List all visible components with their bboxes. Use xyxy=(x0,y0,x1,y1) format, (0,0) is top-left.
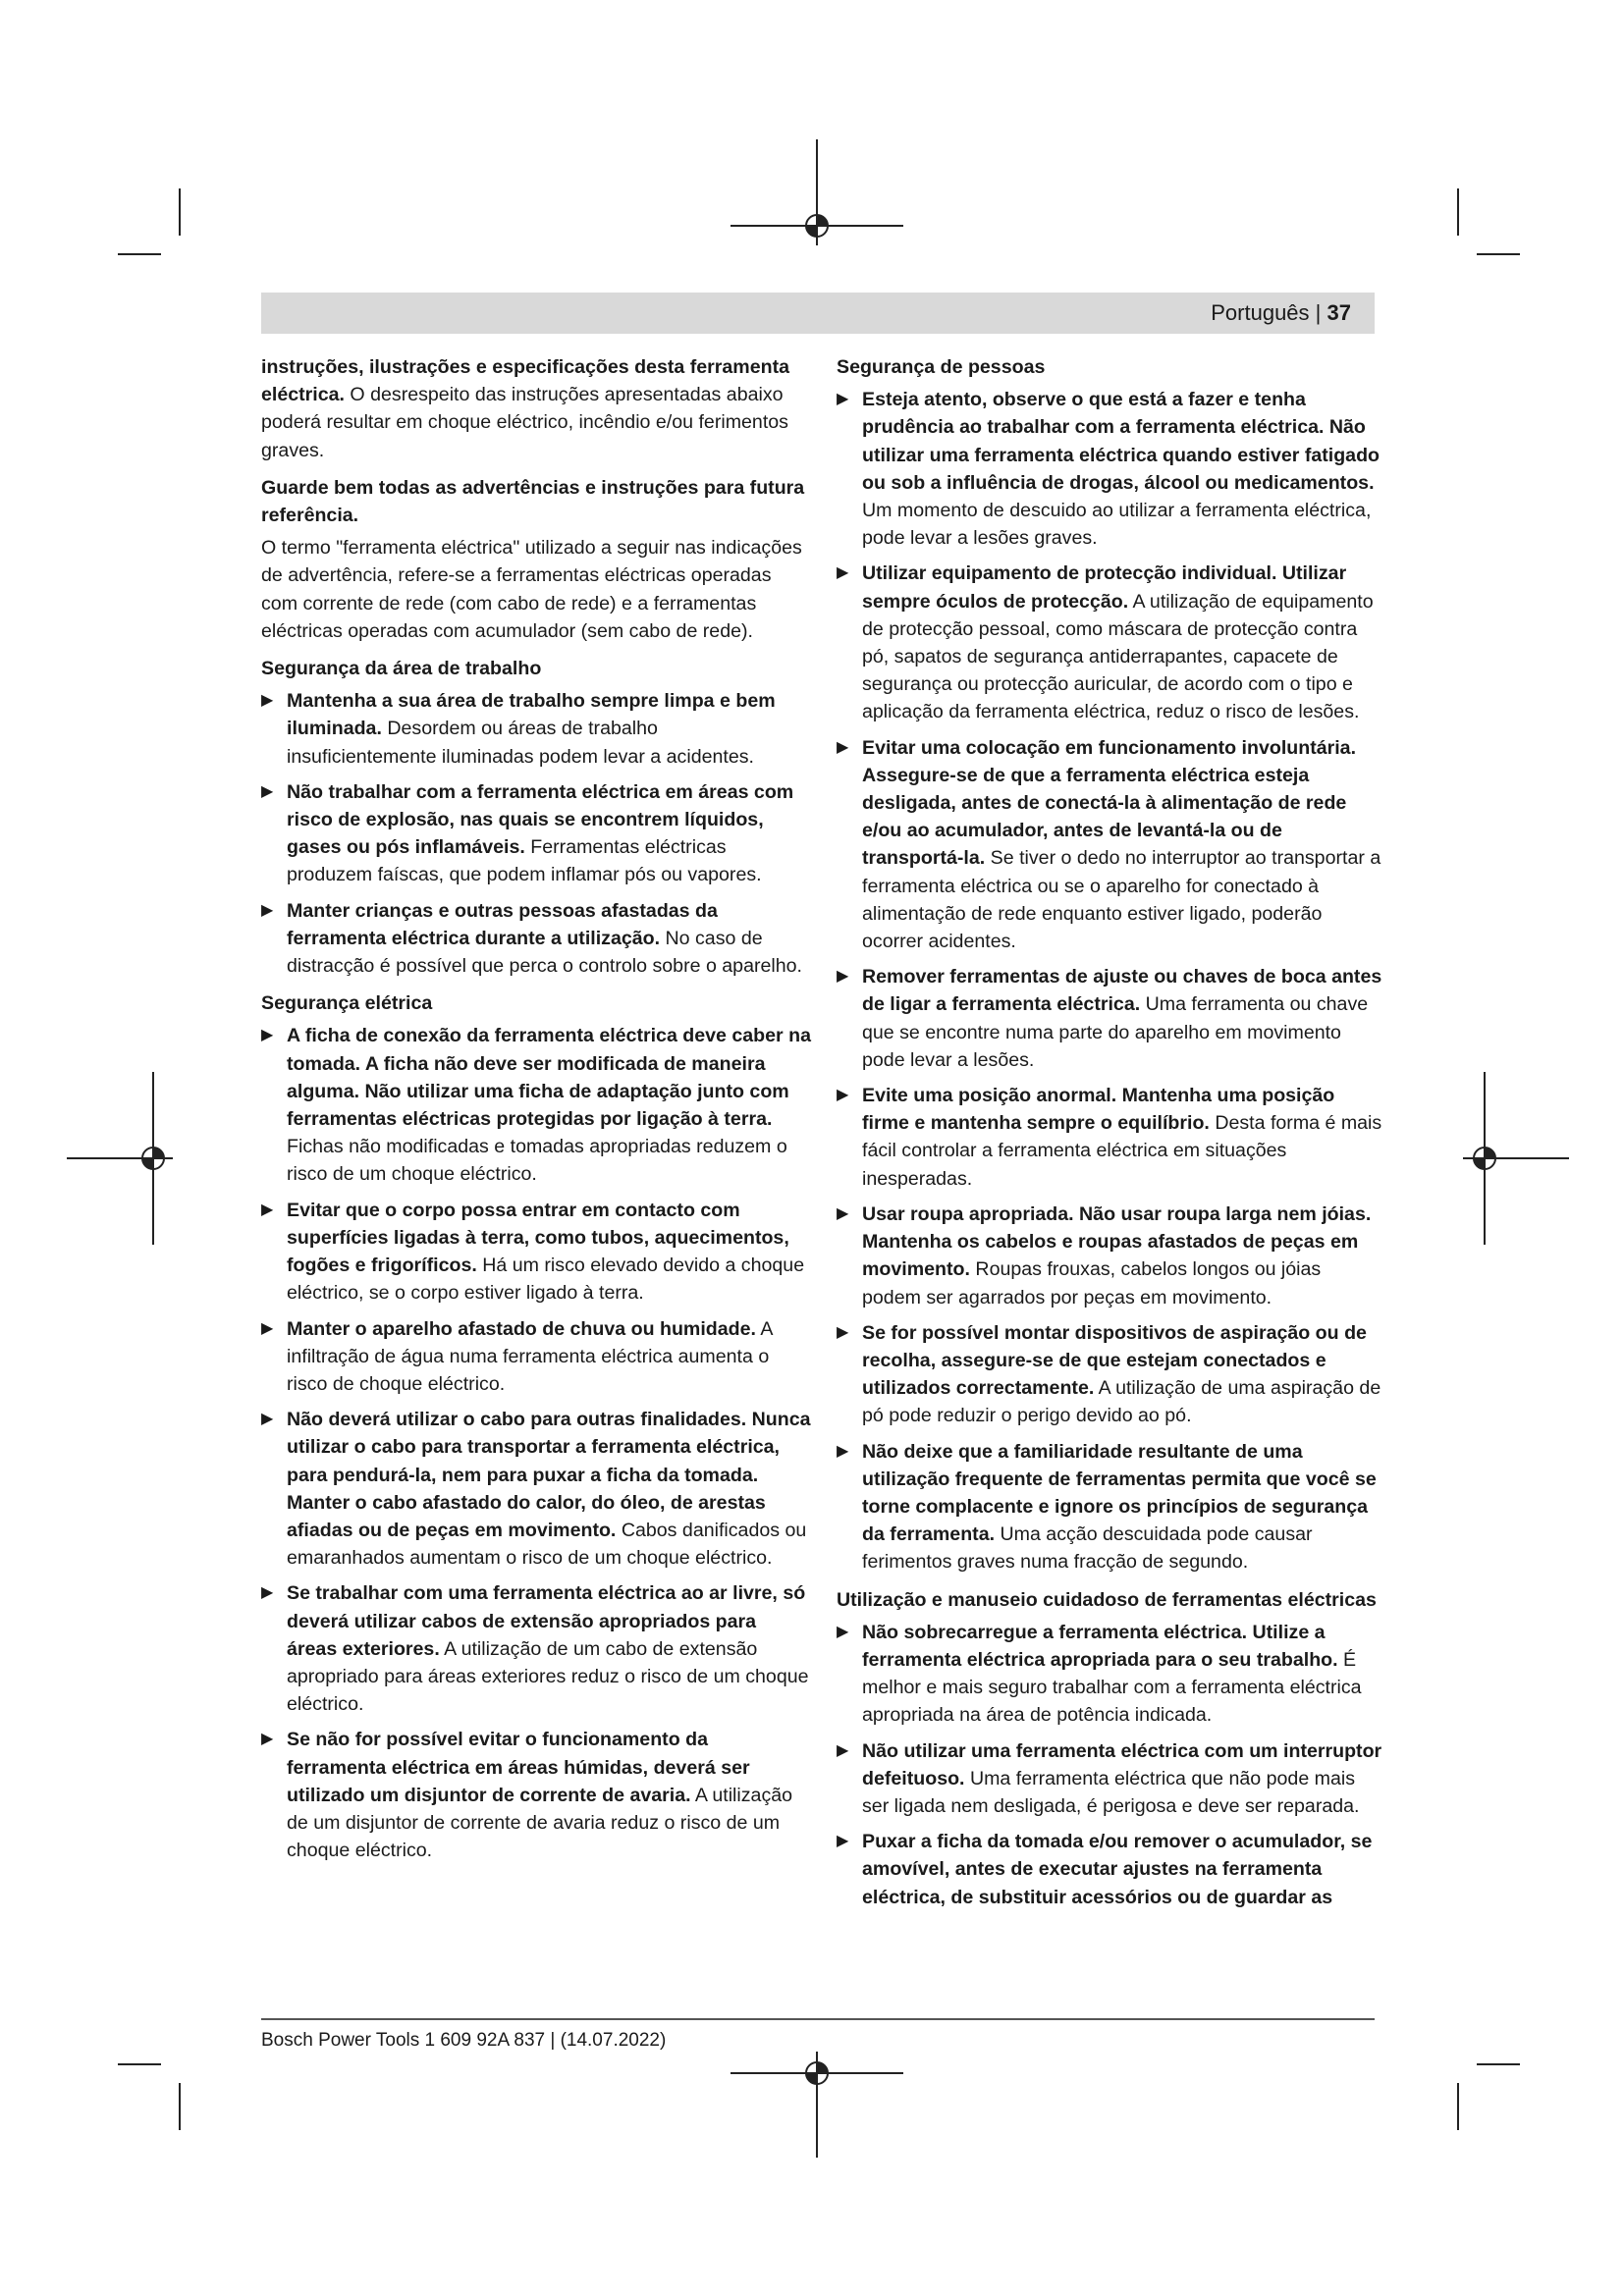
warning-item: ▶ Esteja atento, observe o que está a fazer e tenha prudência ao trabalhar com a ferramenta eléctrica. Não utilizar uma ferramenta eléctrica quando estiver fatigado ou sob a influência de drogas, álcool ou medicamentos. Um momento de descuido ao utilizar a ferramenta eléctrica, pode levar a lesões graves. xyxy=(837,386,1382,552)
bullet-arrow-icon: ▶ xyxy=(261,1731,274,1748)
bullet-arrow-icon: ▶ xyxy=(837,968,849,986)
warning-list-electrical xyxy=(261,1022,811,1864)
warning-item: ▶ Se trabalhar com uma ferramenta eléctrica ao ar livre, só deverá utilizar cabos de extensão apropriados para áreas exteriores. A utilização de um cabo de extensão apropriado para áreas exteriores reduz o risco de um choque eléctrico. xyxy=(261,1579,811,1718)
header-separator: | xyxy=(1315,300,1322,325)
warning-item: ▶ Não deverá utilizar o cabo para outras finalidades. Nunca utilizar o cabo para transportar a ferramenta eléctrica, para pendurá-la, nem para puxar a ficha da tomada. Manter o cabo afastado do calor, do óleo, de arestas afiadas ou de peças em movimento. Cabos danificados ou emaranhados aumentam o risco de um choque eléctrico. xyxy=(261,1406,811,1572)
section-title-electrical: Segurança elétrica xyxy=(261,992,433,1015)
right-column xyxy=(837,353,1382,1919)
warning-item: ▶ Utilizar equipamento de protecção individual. Utilizar sempre óculos de protecção. A utilização de equipamento de protecção pessoal, como máscara de protecção contra pó, sapatos de segurança antiderrapantes, capacete de segurança ou protecção auricular, de acordo com o tipo e aplicação da ferramenta eléctrica, reduz o risco de lesões. xyxy=(837,560,1382,725)
section-title-work-area: Segurança da área de trabalho xyxy=(261,658,542,680)
crop-mark-bottom-left-horizontal xyxy=(118,2063,161,2065)
warning-item: ▶ Remover ferramentas de ajuste ou chaves de boca antes de ligar a ferramenta eléctrica. Uma ferramenta ou chave que se encontre numa parte do aparelho em movimento pode levar a lesões. xyxy=(837,963,1382,1074)
registration-target-icon xyxy=(803,2059,831,2087)
bullet-arrow-icon: ▶ xyxy=(261,692,274,710)
section-title-usage: Utilização e manuseio cuidadoso de ferramentas eléctricas xyxy=(837,1588,1377,1611)
crop-mark-bottom-right-horizontal xyxy=(1477,2063,1520,2065)
warning-item: ▶ Manter o aparelho afastado de chuva ou humidade. A infiltração de água numa ferramenta eléctrica aumenta o risco de choque eléctrico. xyxy=(261,1315,811,1399)
warning-item: ▶ Se não for possível evitar o funcionamento da ferramenta eléctrica em áreas húmidas, deverá ser utilizado um disjuntor de corrente de avaria. A utilização de um disjuntor de corrente de avaria reduz o risco de um choque eléctrico. xyxy=(261,1726,811,1864)
bullet-arrow-icon: ▶ xyxy=(837,1741,849,1759)
registration-target-icon xyxy=(139,1145,167,1172)
page-number: 37 xyxy=(1326,300,1351,325)
left-column xyxy=(261,353,811,1872)
warning-item: ▶ Não deixe que a familiaridade resultante de uma utilização frequente de ferramentas permita que você se torne complacente e ignore os princípios de segurança da ferramenta. Uma acção descuidada pode causar ferimentos graves numa fracção de segundo. xyxy=(837,1438,1382,1576)
warning-item: ▶ Não utilizar uma ferramenta eléctrica com um interruptor defeituoso. Uma ferramenta eléctrica que não pode mais ser ligada nem desligada, é perigosa e deve ser reparada. xyxy=(837,1737,1382,1821)
crop-mark-bottom-left-vertical xyxy=(179,2083,181,2130)
page-footer: Bosch Power Tools 1 609 92A 837 | (14.07.2022) xyxy=(261,2030,667,2051)
bullet-arrow-icon: ▶ xyxy=(837,1323,849,1341)
warning-item: ▶ Puxar a ficha da tomada e/ou remover o acumulador, se amovível, antes de executar ajustes na ferramenta eléctrica, de substituir acessórios ou de guardar as xyxy=(837,1828,1382,1911)
header-language: Português xyxy=(1211,300,1310,325)
crop-mark-top-left-vertical xyxy=(179,188,181,236)
registration-mark-bottom xyxy=(731,2052,903,2158)
bullet-arrow-icon: ▶ xyxy=(261,1319,274,1337)
bullet-arrow-icon: ▶ xyxy=(837,1833,849,1850)
warning-item: ▶ Mantenha a sua área de trabalho sempre limpa e bem iluminada. Desordem ou áreas de trabalho insuficientemente iluminadas podem levar a acidentes. xyxy=(261,687,811,771)
warning-item: ▶ Se for possível montar dispositivos de aspiração ou de recolha, assegure-se de que estejam conectados e utilizados correctamente. A utilização de uma aspiração de pó pode reduzir o perigo devido ao pó. xyxy=(837,1319,1382,1430)
warning-item: ▶ Evite uma posição anormal. Mantenha uma posição firme e mantenha sempre o equilíbrio. Desta forma é mais fácil controlar a ferramenta eléctrica em situações inesperadas. xyxy=(837,1082,1382,1193)
crop-mark-top-left-horizontal xyxy=(118,253,161,255)
warning-list-personal xyxy=(837,386,1382,1575)
registration-mark-top xyxy=(731,139,903,245)
bullet-arrow-icon: ▶ xyxy=(261,1584,274,1602)
header-band xyxy=(261,293,1375,334)
warning-item: ▶ Manter crianças e outras pessoas afastadas da ferramenta eléctrica durante a utilização. No caso de distracção é possível que perca o controlo sobre o aparelho. xyxy=(261,897,811,981)
section-title-personal: Segurança de pessoas xyxy=(837,356,1046,378)
bullet-arrow-icon: ▶ xyxy=(261,1411,274,1428)
warning-item: ▶ Usar roupa apropriada. Não usar roupa larga nem jóias. Mantenha os cabelos e roupas afastados de peças em movimento. Roupas frouxas, cabelos longos ou jóias podem ser agarrados por peças em movimento. xyxy=(837,1201,1382,1311)
bullet-arrow-icon: ▶ xyxy=(837,738,849,756)
crop-mark-top-right-vertical xyxy=(1457,188,1459,236)
term-paragraph: O termo "ferramenta eléctrica" utilizado a seguir nas indicações de advertência, refere-se a ferramentas eléctricas operadas com corrente de rede (com cabo de rede) e a ferramentas eléctricas operadas com acumulador (sem cabo de rede). xyxy=(261,537,802,642)
bullet-arrow-icon: ▶ xyxy=(261,782,274,800)
keep-instructions-heading: Guarde bem todas as advertências e instruções para futura referência. xyxy=(261,476,805,527)
warning-list-usage xyxy=(837,1619,1382,1911)
bullet-arrow-icon: ▶ xyxy=(261,901,274,919)
bullet-arrow-icon: ▶ xyxy=(837,1087,849,1104)
warning-item: ▶ Não sobrecarregue a ferramenta eléctrica. Utilize a ferramenta eléctrica apropriada para o seu trabalho. É melhor e mais seguro trabalhar com a ferramenta eléctrica apropriada na área de potência indicada. xyxy=(837,1619,1382,1730)
registration-mark-left xyxy=(67,1072,173,1245)
intro-paragraph: instruções, ilustrações e especificações desta ferramenta eléctrica. O desrespeito das instruções apresentadas abaixo poderá resultar em choque eléctrico, incêndio e/ou ferimentos graves. xyxy=(261,356,789,461)
bullet-arrow-icon: ▶ xyxy=(261,1201,274,1218)
bullet-arrow-icon: ▶ xyxy=(837,391,849,408)
registration-mark-right xyxy=(1463,1072,1569,1245)
page-header xyxy=(1211,298,1351,328)
bullet-arrow-icon: ▶ xyxy=(837,1442,849,1460)
warning-item: ▶ Não trabalhar com a ferramenta eléctrica em áreas com risco de explosão, nas quais se encontrem líquidos, gases ou pós inflamáveis. Ferramentas eléctricas produzem faíscas, que podem inflamar pós ou vapores. xyxy=(261,778,811,889)
bullet-arrow-icon: ▶ xyxy=(837,564,849,582)
bullet-arrow-icon: ▶ xyxy=(837,1204,849,1222)
registration-target-icon xyxy=(1471,1145,1498,1172)
warning-item: ▶ Evitar que o corpo possa entrar em contacto com superfícies ligadas à terra, como tubos, aquecimentos, fogões e frigoríficos. Há um risco elevado devido a choque eléctrico, se o corpo estiver ligado à terra. xyxy=(261,1197,811,1308)
registration-target-icon xyxy=(803,212,831,240)
footer-rule xyxy=(261,2018,1375,2020)
warning-list-work-area xyxy=(261,687,811,980)
crop-mark-top-right-horizontal xyxy=(1477,253,1520,255)
warning-item: ▶ Evitar uma colocação em funcionamento involuntária. Assegure-se de que a ferramenta eléctrica esteja desligada, antes de conectá-la à alimentação de rede e/ou ao acumulador, antes de levantá-la ou de transportá-la. Se tiver o dedo no interruptor ao transportar a ferramenta eléctrica ou se o aparelho for conectado à alimentação de rede enquanto estiver ligado, poderão ocorrer acidentes. xyxy=(837,734,1382,956)
crop-mark-bottom-right-vertical xyxy=(1457,2083,1459,2130)
warning-item: ▶ A ficha de conexão da ferramenta eléctrica deve caber na tomada. A ficha não deve ser modificada de maneira alguma. Não utilizar uma ficha de adaptação junto com ferramentas eléctricas protegidas por ligação à terra. Fichas não modificadas e tomadas apropriadas reduzem o risco de um choque eléctrico. xyxy=(261,1022,811,1188)
bullet-arrow-icon: ▶ xyxy=(261,1027,274,1044)
bullet-arrow-icon: ▶ xyxy=(837,1623,849,1640)
